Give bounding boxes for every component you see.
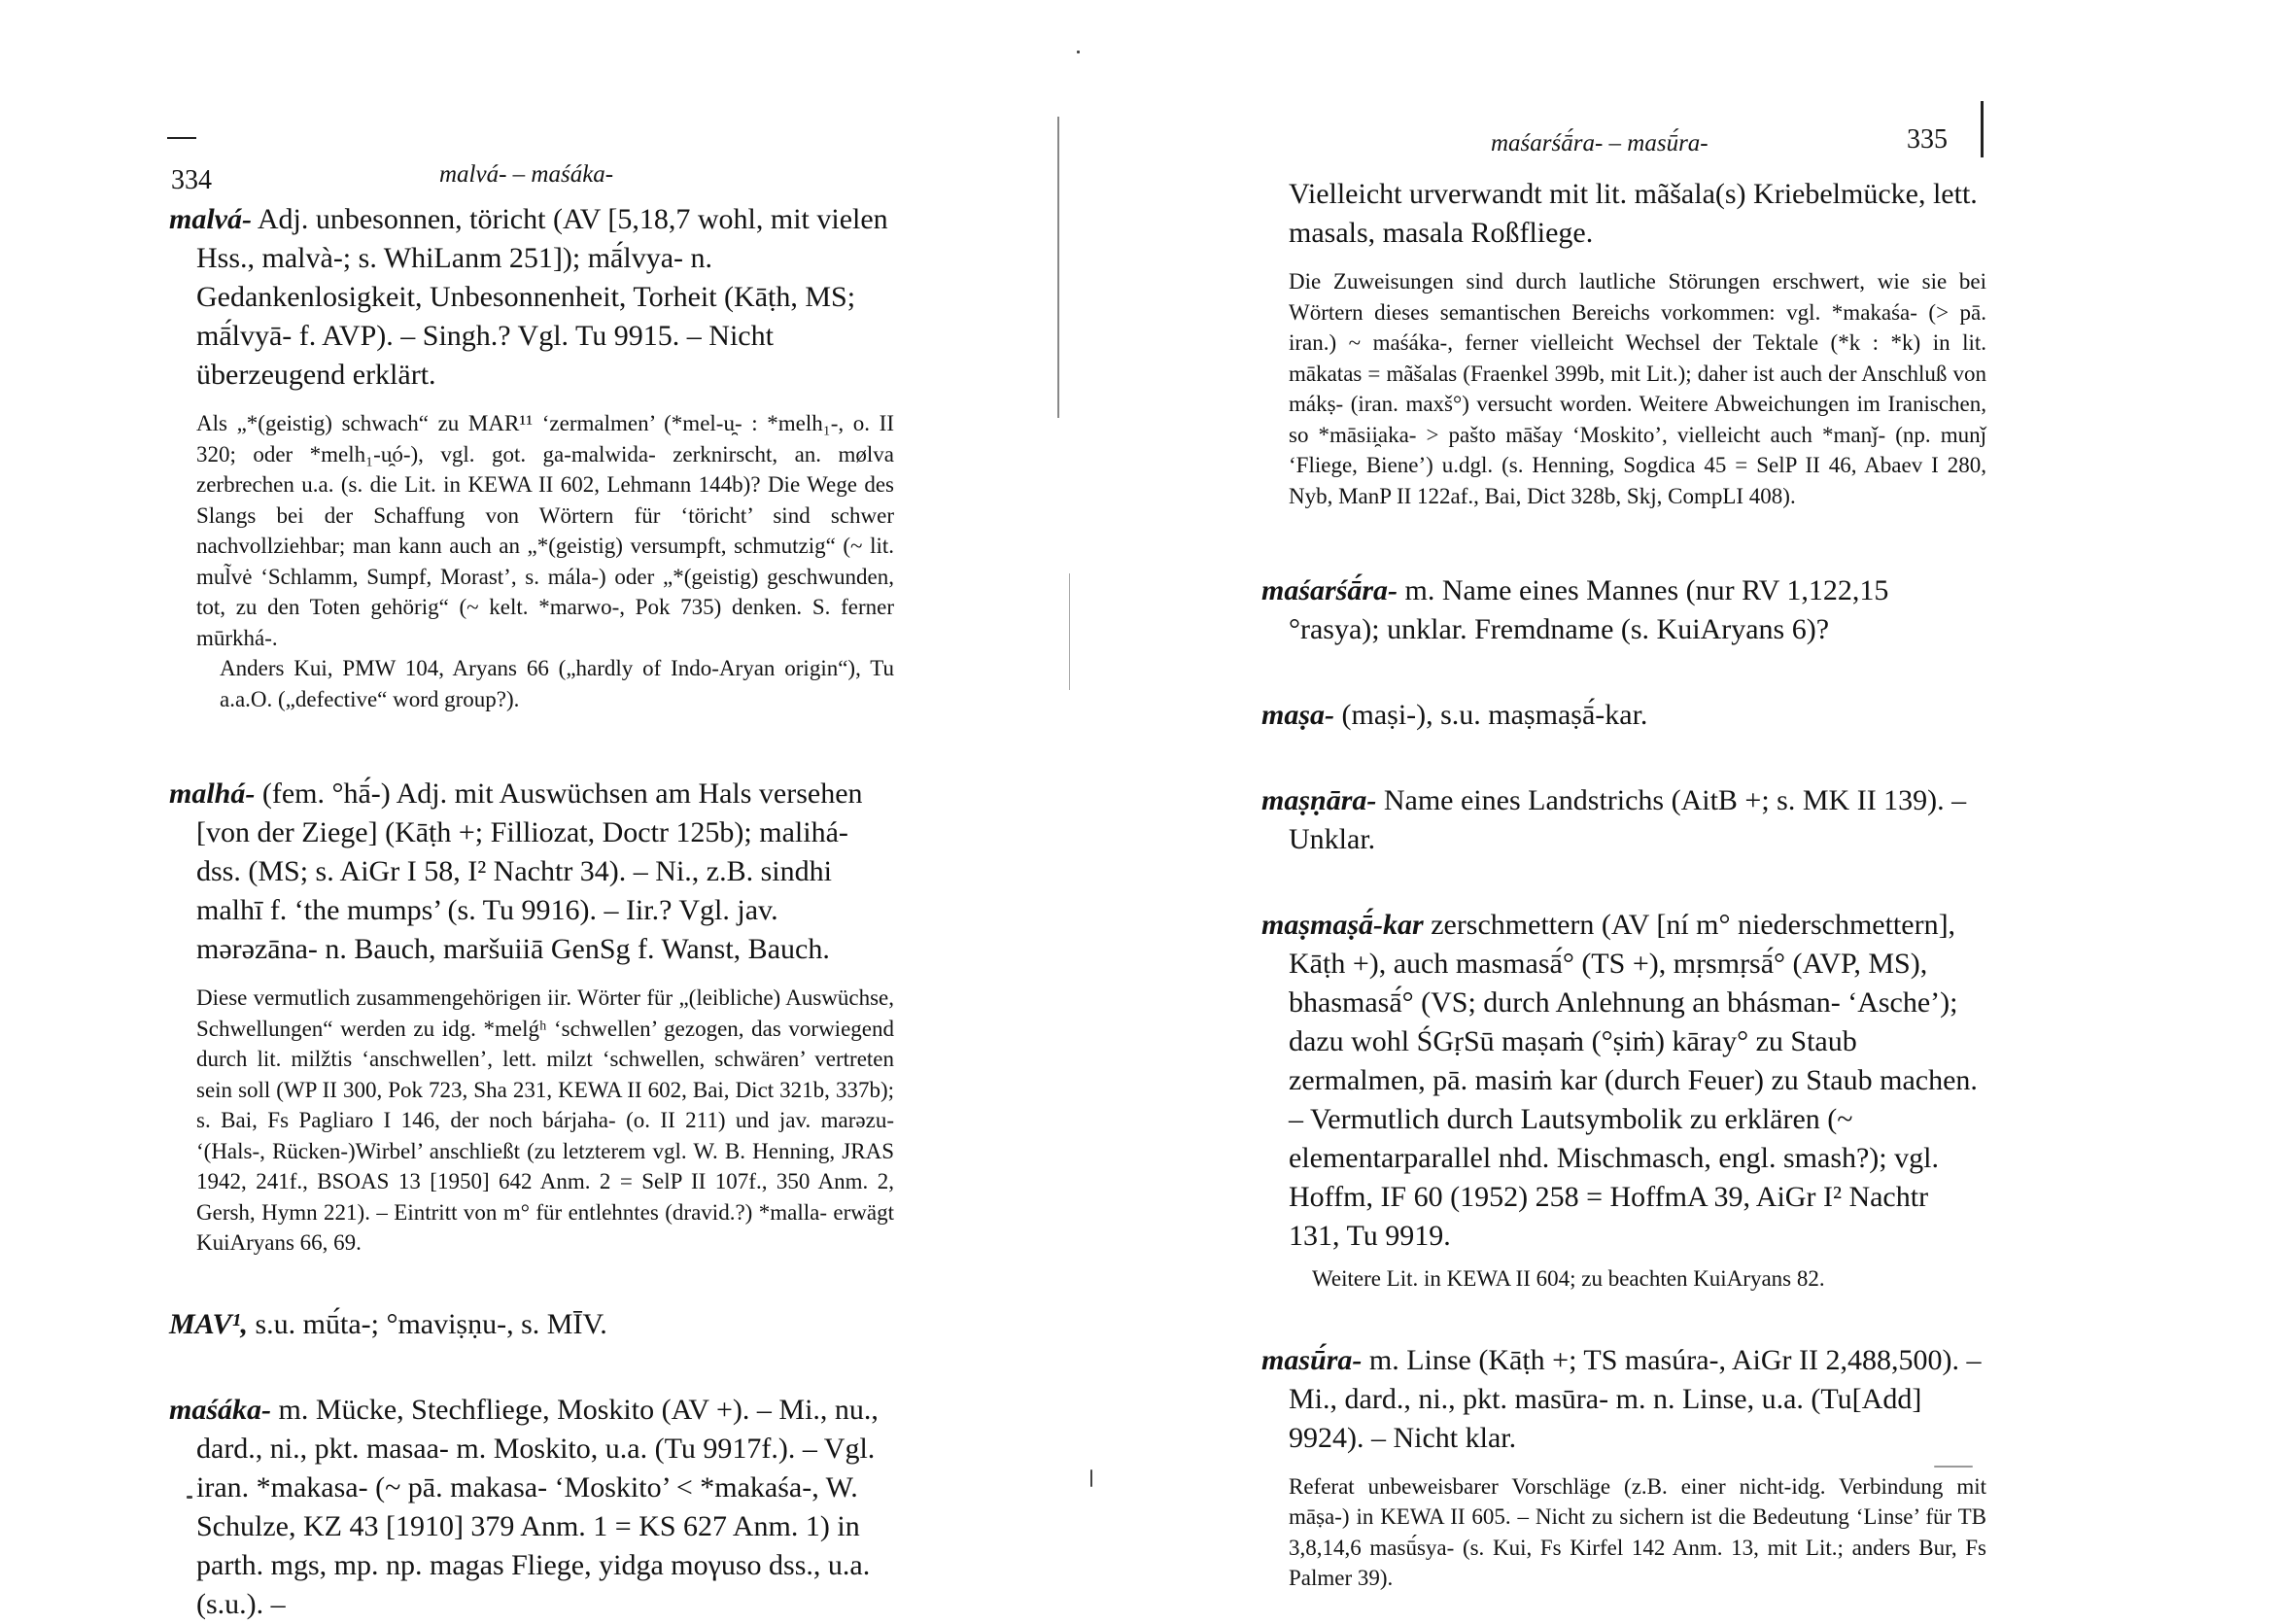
running-head: maśarśā́ra- – masū́ra- — [1491, 130, 1708, 156]
dictionary-entry — [169, 775, 894, 969]
entry-lemma: malvá- — [169, 203, 252, 235]
page-number: 335 — [1907, 124, 1948, 155]
dictionary-entry — [1261, 696, 1986, 735]
page-number: 334 — [171, 165, 212, 195]
dictionary-entry — [169, 1391, 894, 1624]
entry-note: Als „*(geistig) schwach“ zu MAR¹¹ ‘zermalmen’ (*mel-u̯- : *melh₁-, o. II 320; oder *melh₁-u̯ó-), vgl. got. ga-malwida- zerknirscht, an. mølva zerbrechen u.a. (s. die Lit. in KEWA II 602, Lehmann 144b)? Die Wege des Slangs bei der Schaffung von Wörtern für ‘töricht’ sind schwer nachvollziehbar; man kann auch an „*(geistig) versumpft, schmutzig“ (~ lit. mul̃vė ‘Schlamm, Sumpf, Morast’, s. mála-) oder „*(geistig) geschwunden, tot, zu den Toten gehörig“ (~ kelt. *marwo-, Pok 735) denken. S. ferner mūrkhá-. — [196, 411, 894, 650]
continuation-text: Vielleicht urverwandt mit lit. mãšala(s) Kriebelmücke, lett. masals, masala Roßfliege. — [1289, 178, 1978, 249]
entry-text: Name eines Landstrichs (AitB +; s. MK II 139). – Unklar. — [1289, 784, 1967, 855]
entry-lemma: maśarśā́ra- — [1261, 574, 1398, 606]
dictionary-entry — [1261, 1341, 1986, 1458]
entry-note: Die Zuweisungen sind durch lautliche Störungen erschwert, wie sie bei Wörtern dieses semantischen Bereichs vorkommen: vgl. *makaśa- (> pā. iran.) ~ maśáka-, ferner vielleicht Wechsel der Tektale (*k : *k) in lit. mākatas = mãšalas (Fraenkel 399b, mit Lit.); daher ist auch der Anschluß von mákṣ- (iran. maxš°) versucht worden. Weitere Abweichungen im Iranischen, so *māsii̯aka- > pašto māšay ‘Moskito’, vielleicht auch *manǰ- (np. munǰ ‘Fliege, Biene’) u.dgl. (s. Henning, Sogdica 45 = SelP II 46, Abaev I 280, Nyb, ManP II 122af., Bai, Dict 328b, Skj, CompLI 408). — [1289, 269, 1986, 508]
dictionary-entry — [1261, 906, 1986, 1256]
entry-text: m. Mücke, Stechfliege, Moskito (AV +). – Mi., nu., dard., ni., pkt. masaa- m. Moskito, u.a. (Tu 9917f.). – Vgl. iran. *makasa- (~ pā. makasa- ‘Moskito’ < *makaśa-, W. Schulze, KZ 43 [1910] 379 Anm. 1 = KS 627 Anm. 1) in parth. mgs, mp. np. magas Fliege, yidga moγuso dss., u.a. (s.u.). – — [196, 1393, 879, 1620]
entry-text: (fem. °hā́-) Adj. mit Auswüchsen am Hals versehen [von der Ziege] (Kāṭh +; Filliozat, Doctr 125b); malihá- dss. (MS; s. AiGr I 58, I² Nachtr 34). – Ni., z.B. sindhi malhī f. ‘the mumps’ (s. Tu 9916). – Iir.? Vgl. jav. mərəzāna- n. Bauch, maršuiiā GenSg f. Wanst, Bauch. — [196, 777, 863, 965]
entry-lemma: maṣṇāra- — [1261, 784, 1377, 816]
left-page — [0, 0, 1069, 1620]
entry-lemma: malhá- — [169, 777, 256, 810]
right-page — [1069, 0, 2278, 1609]
entry-text: s.u. mū́ta-; °maviṣṇu-, s. MĪV. — [255, 1307, 607, 1340]
entry-lemma: MAV¹, — [169, 1307, 248, 1340]
entry-text: m. Name eines Mannes (nur RV 1,122,15 °rasya); unklar. Fremdname (s. KuiAryans 6)? — [1289, 574, 1889, 645]
entry-text: zerschmettern (AV [ní m° niederschmettern], Kāṭh +), auch masmasā́° (TS +), mṛsmṛsā́° (AVP, MS), bhasmasā́° (VS; durch Anlehnung an bhásman- ‘Asche’); dazu wohl ŚGṛSū maṣaṁ (°ṣiṁ) kāray° zu Staub zermalmen, pā. masiṁ kar (durch Feuer) zu Staub machen. – Vermutlich durch Lautsymbolik zu erklären (~ elementarparallel nhd. Mischmasch, engl. smash?); vgl. Hoffm, IF 60 (1952) 258 = HoffmA 39, AiGr I² Nachtr 131, Tu 9919. — [1289, 909, 1978, 1252]
entry-text: Adj. unbesonnen, töricht (AV [5,18,7 wohl, mit vielen Hss., malvà-; s. WhiLanm 251]); mā́lvya- n. Gedankenlosigkeit, Unbesonnenheit, Torheit (Kāṭh, MS; mā́lvyā- f. AVP). – Singh.? Vgl. Tu 9915. – Nicht überzeugend erklärt. — [196, 203, 888, 391]
entry-lemma: maṣa- — [1261, 699, 1334, 731]
entry-note: Diese vermutlich zusammengehörigen iir. Wörter für „(leibliche) Auswüchse, Schwellungen“ werden zu idg. *melǵʰ ‘schwellen’ gezogen, das vorwiegend durch lit. milžtis ‘anschwellen’, lett. milzt ‘schwellen, schwären’ vertreten sein soll (WP II 300, Pok 723, Sha 231, KEWA II 602, Bai, Dict 321b, 337b); s. Bai, Fs Pagliaro I 146, der noch bárjaha- (o. II 211) und jav. marəzu- ‘(Hals-, Rücken-)Wirbel’ anschließt (zu letzterem vgl. W. B. Henning, JRAS 1942, 241f., BSOAS 13 [1950] 642 Anm. 2 = SelP II 107f., 350 Anm. 2, Gersh, Hymn 221). – Eintritt von m° für entlehntes (dravid.?) *malla- erwägt KuiAryans 66, 69. — [196, 985, 894, 1255]
right-text-column — [1261, 175, 1986, 1594]
dictionary-entry — [169, 1305, 894, 1344]
dictionary-entry — [169, 200, 894, 395]
entry-note: Anders Kui, PMW 104, Aryans 66 („hardly of Indo-Aryan origin“), Tu a.a.O. („defective“ word group?). — [220, 656, 894, 711]
left-text-column — [169, 200, 894, 1624]
entry-lemma: masū́ra- — [1261, 1343, 1363, 1376]
entry-lemma: maśáka- — [169, 1393, 271, 1426]
entry-note: Referat unbeweisbarer Vorschläge (z.B. einer nicht-idg. Verbindung mit māṣa-) in KEWA II 605. – Nicht zu sichern ist die Bedeutung ‘Linse’ für TB 3,8,14,6 masū́sya- (s. Kui, Fs Kirfel 142 Anm. 13, mit Lit.; anders Bur, Fs Palmer 39). — [1289, 1473, 1986, 1590]
entry-text: m. Linse (Kāṭh +; TS masúra-, AiGr II 2,488,500). – Mi., dard., ni., pkt. masūra- m. n. Linse, u.a. (Tu[Add] 9924). – Nicht klar. — [1289, 1343, 1982, 1454]
entry-text: (maṣi-), s.u. maṣmaṣā́-kar. — [1341, 699, 1648, 731]
dictionary-entry — [1261, 571, 1986, 649]
entry-lemma: maṣmaṣā́-kar — [1261, 909, 1424, 941]
entry-note: Weitere Lit. in KEWA II 604; zu beachten KuiAryans 82. — [1312, 1266, 1825, 1291]
dictionary-entry — [1261, 781, 1986, 859]
running-head: malvá- – maśáka- — [439, 161, 614, 188]
